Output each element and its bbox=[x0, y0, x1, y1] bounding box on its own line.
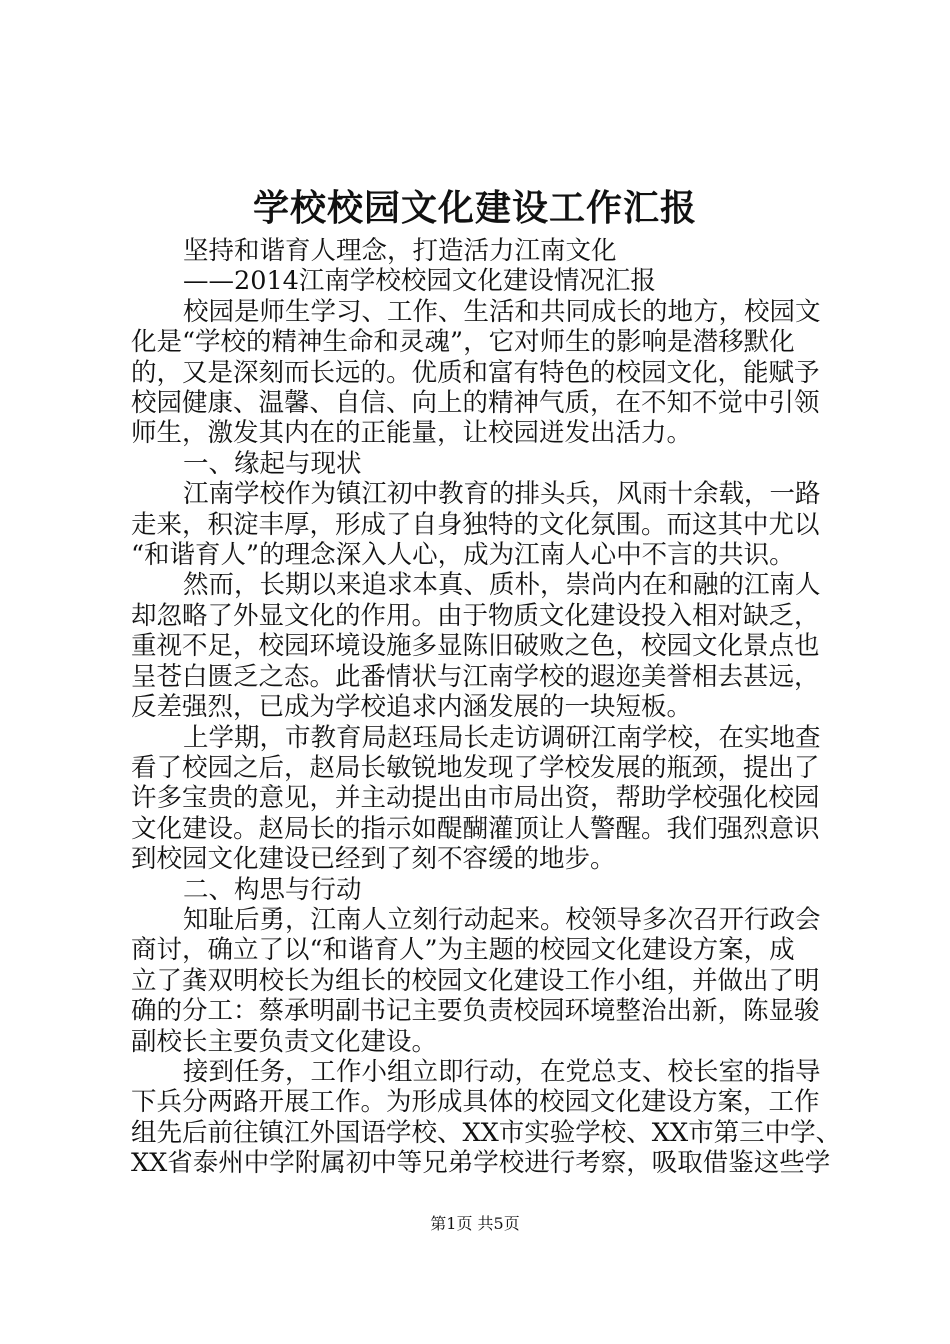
text-line: 江南学校作为镇江初中教育的排头兵，风雨十余载，一路 bbox=[183, 479, 821, 510]
document-title: 学校校园文化建设工作汇报 bbox=[252, 187, 697, 229]
text-line: XX省泰州中学附属初中等兄弟学校进行考察，吸取借鉴这些学 bbox=[131, 1148, 831, 1179]
text-line: 师生，激发其内在的正能量，让校园迸发出活力。 bbox=[131, 418, 693, 449]
text-line: “和谐育人”的理念深入人心，成为江南人心中不言的共识。 bbox=[131, 540, 795, 571]
page-footer: 第1页 共5页 bbox=[430, 1214, 520, 1233]
text-line: 文化建设。赵局长的指示如醍醐灌顶让人警醒。我们强烈意识 bbox=[131, 813, 820, 844]
text-line: 坚持和谐育人理念，打造活力江南文化 bbox=[183, 236, 617, 266]
text-line: 化是“学校的精神生命和灵魂”，它对师生的影响是潜移默化 bbox=[131, 327, 795, 358]
text-line: 然而，长期以来追求本真、质朴，崇尚内在和融的江南人 bbox=[183, 570, 821, 601]
text-line: 看了校园之后，赵局长敏锐地发现了学校发展的瓶颈，提出了 bbox=[131, 752, 820, 783]
text-line: 二、构思与行动 bbox=[183, 874, 362, 905]
text-line: 上学期，市教育局赵珏局长走访调研江南学校，在实地查 bbox=[183, 722, 821, 753]
text-line: 重视不足，校园环境设施多显陈旧破败之色，校园文化景点也 bbox=[131, 631, 820, 662]
document-body bbox=[131, 236, 842, 1179]
text-line: 校园健康、温馨、自信、向上的精神气质，在不知不觉中引领 bbox=[131, 388, 820, 419]
text-line: 到校园文化建设已经到了刻不容缓的地步。 bbox=[131, 844, 616, 875]
text-line: 校园是师生学习、工作、生活和共同成长的地方，校园文 bbox=[183, 296, 821, 327]
text-line: 呈苍白匮乏之态。此番情状与江南学校的遐迩美誉相去甚远， bbox=[131, 661, 820, 692]
text-line: 的，又是深刻而长远的。优质和富有特色的校园文化，能赋予 bbox=[131, 357, 820, 388]
text-line: 走来，积淀丰厚，形成了自身独特的文化氛围。而这其中尤以 bbox=[131, 509, 820, 540]
text-line: 一、缘起与现状 bbox=[183, 448, 362, 479]
text-line: 下兵分两路开展工作。为形成具体的校园文化建设方案，工作 bbox=[131, 1087, 820, 1118]
text-line: 商讨，确立了以“和谐育人”为主题的校园文化建设方案，成 bbox=[131, 935, 795, 966]
text-line: 却忽略了外显文化的作用。由于物质文化建设投入相对缺乏， bbox=[131, 600, 820, 631]
text-line: ——2014江南学校校园文化建设情况汇报 bbox=[183, 266, 656, 297]
text-line: 知耻后勇，江南人立刻行动起来。校领导多次召开行政会 bbox=[183, 904, 821, 935]
text-line: 副校长主要负责文化建设。 bbox=[131, 1026, 438, 1057]
text-line: 立了龚双明校长为组长的校园文化建设工作小组，并做出了明 bbox=[131, 965, 820, 996]
text-line: 确的分工：蔡承明副书记主要负责校园环境整治出新，陈显骏 bbox=[131, 996, 820, 1027]
text-line: 组先后前往镇江外国语学校、XX市实验学校、XX市第三中学、 bbox=[131, 1117, 842, 1148]
text-line: 接到任务，工作小组立即行动，在党总支、校长室的指导 bbox=[183, 1056, 821, 1087]
text-line: 许多宝贵的意见，并主动提出由市局出资，帮助学校强化校园 bbox=[131, 783, 820, 814]
text-line: 反差强烈，已成为学校追求内涵发展的一块短板。 bbox=[131, 692, 693, 723]
